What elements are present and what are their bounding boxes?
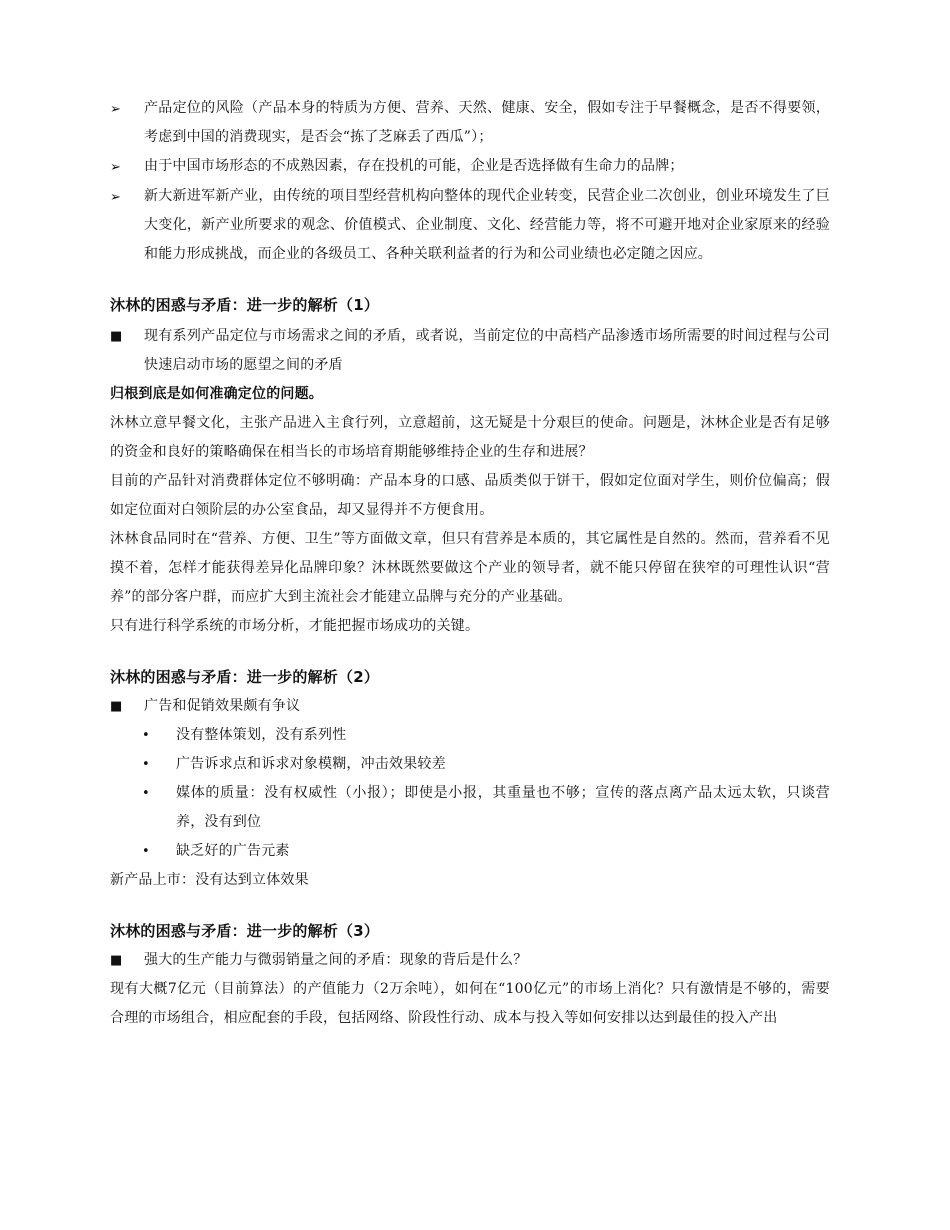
bullet-text: 强大的生产能力与微弱销量之间的矛盾：现象的背后是什么？ [144, 952, 528, 968]
bullet-text: 缺乏好的广告元素 [176, 843, 290, 859]
section-3 [110, 917, 830, 1033]
list-item [110, 322, 830, 380]
square-bullet-icon: ■ [110, 699, 123, 714]
arrow-bullet-icon: ➢ [110, 190, 122, 205]
dot-bullet-icon: • [142, 786, 150, 801]
list-item [110, 946, 830, 975]
bullet-text: 新大新进军新产业，由传统的项目型经营机构向整体的现代企业转变，民营企业二次创业，创业环境发生了巨大变化，新产业所要求的观念、价值模式、企业制度、文化、经营能力等，将不可避开地对企业家原来的经验和能力形成挑战，而企业的各级员工、各种关联利益者的行为和公司业绩也必定随之因应。 [144, 188, 830, 262]
list-item [110, 94, 830, 152]
bullet-text: 广告诉求点和诉求对象模糊，冲击效果较差 [176, 756, 446, 772]
paragraph: 沐林立意早餐文化，主张产品进入主食行列，立意超前，这无疑是十分艰巨的使命。问题是，沐林企业是否有足够的资金和良好的策略确保在相当长的市场培育期能够维持企业的生存和进展？ [110, 415, 830, 460]
paragraph: 目前的产品针对消费群体定位不够明确：产品本身的口感、品质类似于饼干，假如定位面对学生，则价位偏高；假如定位面对白领阶层的办公室食品，却又显得并不方便食用。 [110, 473, 830, 518]
list-item [110, 152, 830, 182]
list-item [142, 721, 830, 750]
bullet-text: 产品定位的风险（产品本身的特质为方便、营养、天然、健康、安全，假如专注于早餐概念，是否不得要领，考虑到中国的消费现实，是否会“拣了芝麻丢了西瓜”）； [144, 100, 830, 145]
bullet-text: 由于中国市场形态的不成熟因素，存在投机的可能，企业是否选择做有生命力的品牌； [144, 158, 684, 174]
list-item [142, 779, 830, 837]
dot-bullet-icon: • [142, 728, 150, 743]
bullet-text: 广告和促销效果颇有争议 [144, 698, 301, 714]
list-item [142, 837, 830, 866]
section-heading: 沐林的困惑与矛盾：进一步的解析（1） [110, 296, 380, 314]
paragraph: 新产品上市：没有达到立体效果 [110, 872, 309, 888]
paragraph: 现有大概7亿元（目前算法）的产值能力（2万余吨），如何在“100亿元”的市场上消化？只有激情是不够的，需要合理的市场组合，相应配套的手段，包括网络、阶段性行动、成本与投入等如何安排以达到最佳的投入产出 [110, 981, 830, 1026]
bullet-text: 媒体的质量：没有权威性（小报）；即使是小报，其重量也不够；宣传的落点离产品太远太软，只谈营养，没有到位 [176, 785, 830, 830]
intro-bullet-list [110, 94, 830, 269]
document-body [110, 94, 830, 1033]
section-1 [110, 291, 830, 641]
paragraph: 沐林食品同时在“营养、方便、卫生”等方面做文章，但只有营养是本质的，其它属性是自然的。然而，营养看不见摸不着，怎样才能获得差异化品牌印象？沐林既然要做这个产业的领导者，就不能只停留在狭窄的可理性认识“营养”的部分客户群，而应扩大到主流社会才能建立品牌与充分的产业基础。 [110, 531, 830, 605]
paragraph: 只有进行科学系统的市场分析，才能把握市场成功的关键。 [110, 618, 480, 634]
sub-bullet-list [142, 721, 830, 866]
square-bullet-icon: ■ [110, 953, 123, 968]
dot-bullet-icon: • [142, 757, 150, 772]
square-bullet-icon: ■ [110, 329, 123, 344]
bullet-text: 没有整体策划，没有系列性 [176, 727, 347, 743]
dot-bullet-icon: • [142, 844, 150, 859]
bullet-text: 现有系列产品定位与市场需求之间的矛盾，或者说，当前定位的中高档产品渗透市场所需要的时间过程与公司快速启动市场的愿望之间的矛盾 [144, 328, 830, 373]
emphasis-line: 归根到底是如何准确定位的问题。 [110, 386, 323, 402]
section-heading: 沐林的困惑与矛盾：进一步的解析（3） [110, 922, 380, 940]
section-heading: 沐林的困惑与矛盾：进一步的解析（2） [110, 668, 380, 686]
list-item [110, 182, 830, 269]
list-item [110, 692, 830, 721]
arrow-bullet-icon: ➢ [110, 102, 122, 117]
arrow-bullet-icon: ➢ [110, 160, 122, 175]
list-item [142, 750, 830, 779]
section-2 [110, 663, 830, 895]
